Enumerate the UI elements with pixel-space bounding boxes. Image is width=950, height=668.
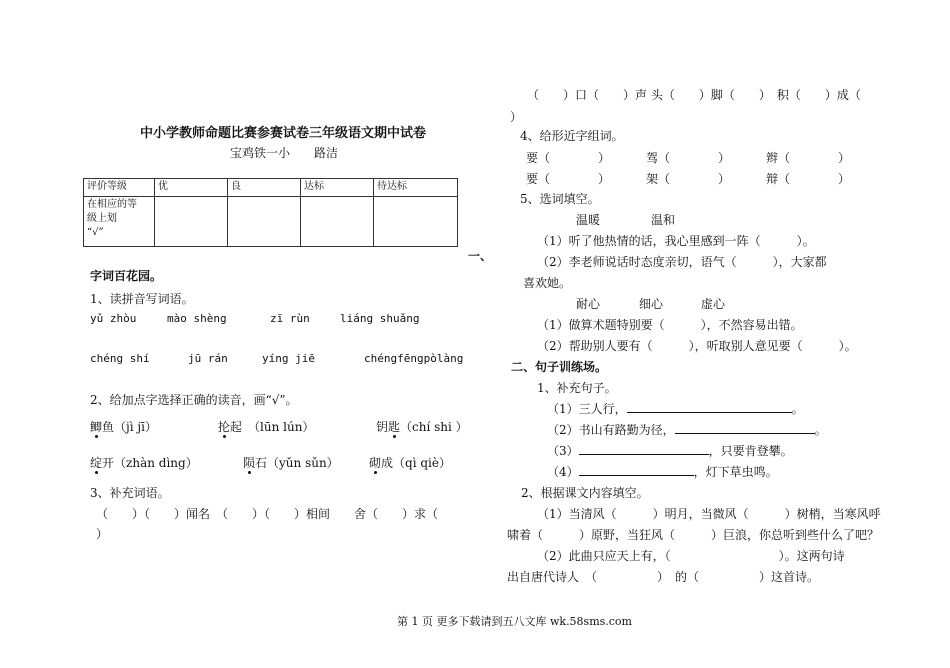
- page-title: 中小学教师命题比赛参赛试卷三年级语文期中试卷: [140, 126, 427, 141]
- s2-line: （2）此曲只应天上有，（ ）。这两句诗: [537, 549, 845, 563]
- q2-item-text: 石（yǔn sǔn）: [255, 456, 339, 470]
- dotted-char: 抡: [218, 420, 231, 434]
- grade-cell-pass[interactable]: [301, 197, 374, 247]
- grade-header-excellent: 优: [155, 179, 228, 197]
- s1-item: [547, 400, 804, 417]
- s1-item-pre: （1）三人行，: [547, 402, 627, 416]
- q5-sentence: （1）听了他热情的话，我心里感到一阵（ ）。: [537, 234, 815, 248]
- grade-row-label: [84, 197, 155, 247]
- q5-word: 耐心: [576, 297, 601, 311]
- dotted-char: 匙: [388, 420, 401, 434]
- pinyin-item: jū rán: [188, 352, 228, 365]
- section-one-title: 字词百花园。: [90, 269, 163, 283]
- q5-word: 温和: [651, 213, 676, 227]
- dotted-char: 砌: [369, 456, 382, 470]
- q2-item: [90, 454, 198, 471]
- pinyin-item: zī rùn: [270, 312, 310, 325]
- q2-item-text: 鱼（jì jī）: [102, 420, 157, 434]
- grade-cell-pending[interactable]: [374, 197, 458, 247]
- grade-table: [83, 178, 458, 247]
- s1-item-post: 。: [791, 402, 804, 416]
- q3-title: 3、补充词语。: [90, 486, 170, 500]
- q2-item-text: 开（zhàn dìng）: [102, 456, 198, 470]
- q4-item: 辫（ ）: [766, 151, 851, 165]
- grade-row-label-line: 在相应的等: [87, 199, 137, 210]
- section-one-marker: 一、: [468, 249, 493, 263]
- q3-line: ）: [96, 527, 109, 541]
- s1-item: [547, 442, 793, 459]
- pinyin-item: yíng jiē: [262, 352, 315, 365]
- answer-blank[interactable]: [675, 422, 815, 434]
- s1-item-pre: （2）书山有路勤为径，: [547, 423, 675, 437]
- grade-row-label-line: “√”: [87, 227, 104, 238]
- q5-sentence: （2）帮助别人要有（ ），听取别人意见要（ ）。: [537, 339, 857, 353]
- grade-header-good: 良: [228, 179, 301, 197]
- s1-item-pre: （3）: [547, 444, 579, 458]
- q1-title: 1、读拼音写词语。: [90, 292, 194, 306]
- dotted-char: 绽: [90, 456, 103, 470]
- pinyin-item: mào shèng: [167, 312, 227, 325]
- q5-word: 虚心: [701, 297, 726, 311]
- q5-sentence: （2）李老师说话时态度亲切，语气（ ），大家都: [537, 255, 827, 269]
- page-footer: 第 1 页 更多下载请到五八文库 wk.58sms.com: [397, 615, 632, 628]
- q3-line: （ ）（ ）闻名 （ ）（ ）相间 舍（ ）求（: [96, 507, 439, 521]
- q2-item-text: 成（qì qiè）: [381, 456, 451, 470]
- grade-header-level: 评价等级: [84, 179, 155, 197]
- grade-header-pending: 待达标: [374, 179, 458, 197]
- q2-item: [369, 454, 451, 471]
- author-line: 宝鸡铁一小 路洁: [230, 146, 339, 160]
- s1-item: [547, 463, 778, 480]
- q4-item: 要（ ）: [526, 172, 611, 186]
- pinyin-item: yǔ zhòu: [90, 312, 137, 325]
- q2-item: [218, 418, 314, 435]
- grade-cell-good[interactable]: [228, 197, 301, 247]
- q4-item: 架（ ）: [646, 172, 731, 186]
- s2-title: 2、根据课文内容填空。: [521, 486, 649, 500]
- s1-item-post: ，灯下草虫鸣。: [693, 465, 778, 479]
- section-two-title: 二、句子训练场。: [511, 360, 608, 374]
- q5-sentence: （1）做算术题特别要（ ），不然容易出错。: [537, 318, 803, 332]
- q5-title: 5、选词填空。: [520, 192, 600, 206]
- s1-item: [547, 421, 827, 438]
- s2-line: 啸着（ ）原野，当狂风（ ）巨浪，你总听到些什么了吧？: [507, 528, 880, 542]
- right-top-line: （ ）口（ ）声 头（ ）脚（ ） 积（ ）成（: [527, 88, 861, 102]
- grade-cell-excellent[interactable]: [155, 197, 228, 247]
- q4-title: 4、给形近字组词。: [520, 129, 624, 143]
- dotted-char: 陨: [243, 456, 256, 470]
- q4-item: 驾（ ）: [646, 151, 731, 165]
- q2-item: [376, 418, 468, 435]
- right-top-line: ）: [510, 110, 523, 124]
- answer-blank[interactable]: [627, 401, 792, 413]
- s1-item-post: ，只要肯登攀。: [708, 444, 793, 458]
- s2-line: 出自唐代诗人 （ ） 的（ ）这首诗。: [507, 570, 820, 584]
- q5-word: 温暖: [576, 213, 601, 227]
- grade-header-pass: 达标: [301, 179, 374, 197]
- s1-item-post: 。: [814, 423, 827, 437]
- q2-item-text: （chí shi ）: [400, 420, 468, 434]
- s2-line: （1）当清风（ ）明月，当微风（ ）树梢，当寒风呼: [537, 507, 881, 521]
- q2-item-prefix: 钥: [376, 420, 389, 434]
- q2-item: [90, 418, 157, 435]
- q5-word: 细心: [639, 297, 664, 311]
- q2-title: 2、给加点字选择正确的读音，画“√”。: [90, 393, 298, 407]
- q4-item: 辩（ ）: [766, 172, 851, 186]
- pinyin-item: liáng shuǎng: [340, 312, 420, 325]
- answer-blank[interactable]: [579, 464, 694, 476]
- answer-blank[interactable]: [579, 443, 709, 455]
- q5-sentence: 喜欢她。: [523, 276, 572, 290]
- q2-item: [243, 454, 339, 471]
- q4-item: 要（ ）: [526, 151, 611, 165]
- s1-item-pre: （4）: [547, 465, 579, 479]
- s1-title: 1、补充句子。: [537, 381, 617, 395]
- grade-row-label-line: 级上划: [87, 213, 117, 224]
- dotted-char: 鲫: [90, 420, 103, 434]
- q2-item-text: 起 （lūn lún）: [230, 420, 315, 434]
- pinyin-item: chéngfēngpòlàng: [364, 352, 464, 365]
- pinyin-item: chéng shí: [90, 352, 150, 365]
